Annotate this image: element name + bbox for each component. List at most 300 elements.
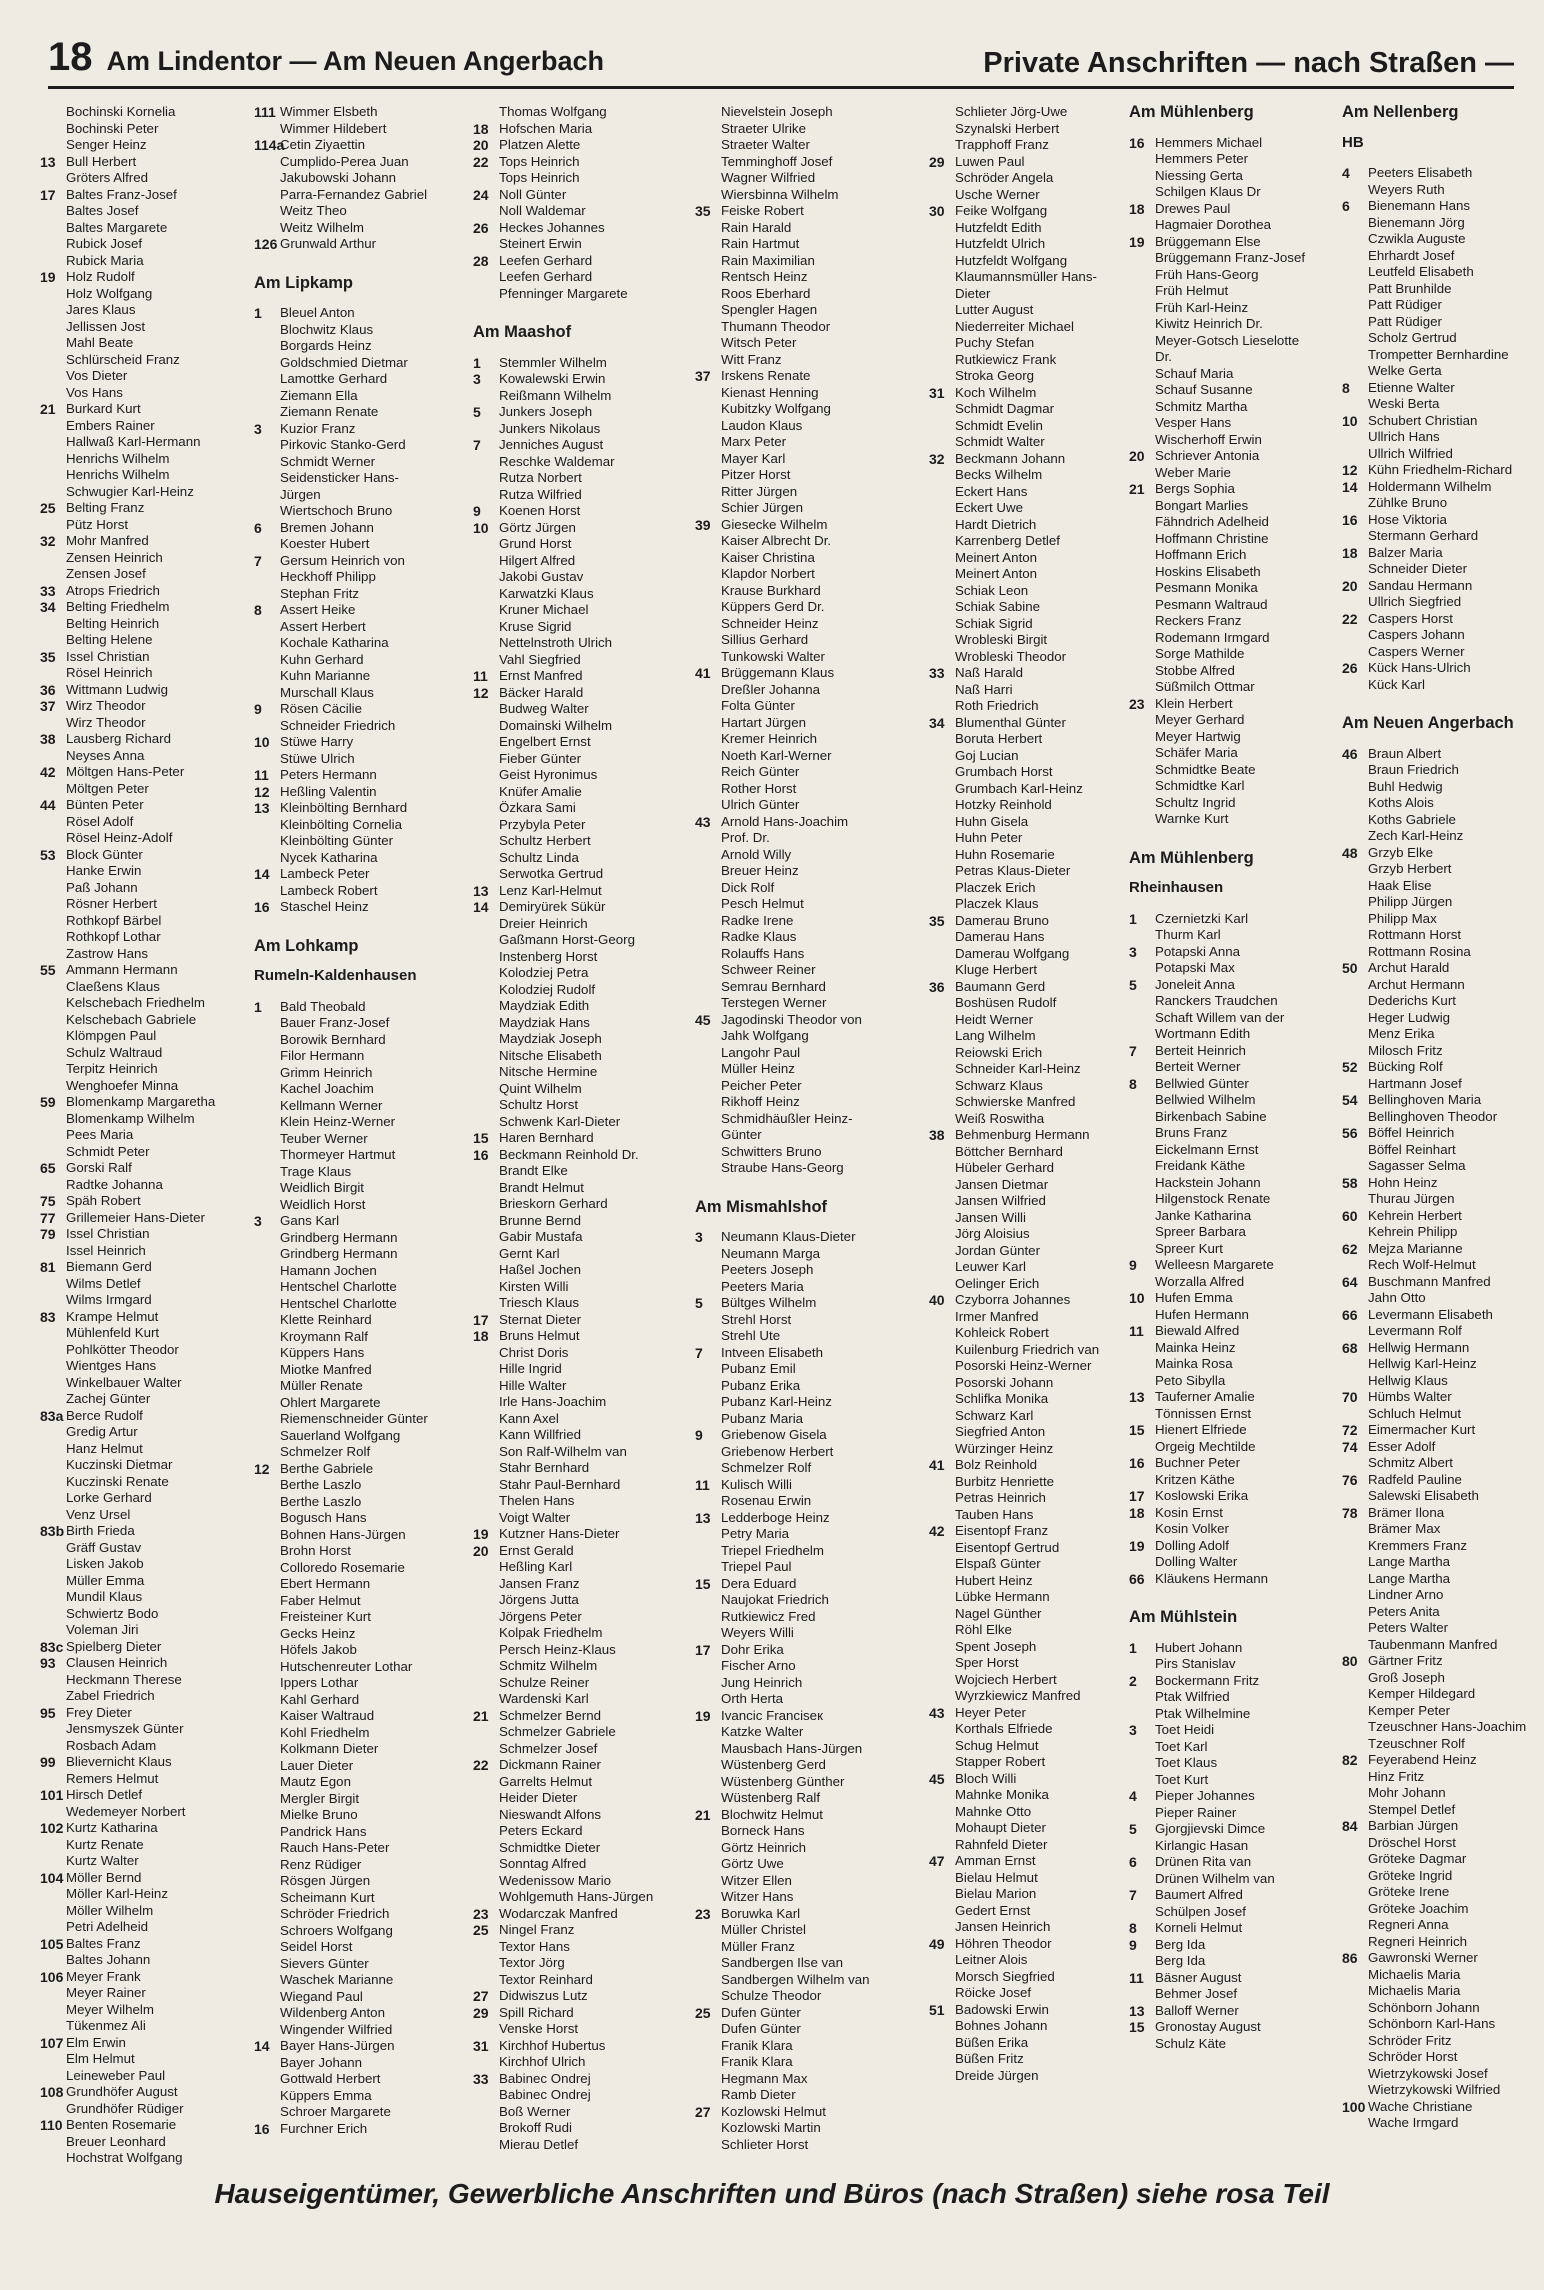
resident-entry [40, 698, 245, 715]
resident-name: Gabir Mustafa [499, 1229, 583, 1244]
resident-name: Sorge Mathilde [1155, 646, 1245, 661]
resident-entry [1129, 1788, 1334, 1805]
resident-name: Schneider Karl-Heinz [955, 1061, 1081, 1076]
resident-entry [473, 1345, 678, 1362]
resident-name: Ullrich Wilfried [1368, 445, 1453, 461]
resident-name: Kuczinski Dietmar [66, 1457, 173, 1472]
resident-name: Archut Hermann [1368, 976, 1465, 992]
house-number: 107 [40, 2034, 64, 2051]
page-header [48, 30, 1514, 89]
resident-name: Schultz Horst [499, 1097, 579, 1112]
resident-entry [695, 319, 900, 336]
resident-name: Kluge Herbert [955, 962, 1038, 977]
resident-name: Reschke Waldemar [499, 453, 615, 469]
resident-name: Lindner Arno [1368, 1587, 1444, 1602]
resident-name: Heckes Johannes [499, 219, 605, 235]
resident-name: Giesecke Wilhelm [721, 516, 828, 532]
resident-entry [254, 1923, 459, 1940]
resident-entry [1129, 382, 1334, 399]
resident-name: Feyerabend Heinz [1368, 1752, 1477, 1767]
resident-entry [929, 1721, 1134, 1738]
house-number: 8 [1129, 1075, 1137, 1092]
resident-entry [40, 1721, 245, 1738]
resident-entry [254, 137, 459, 154]
resident-name: Berteit Werner [1155, 1059, 1241, 1074]
resident-name: Schmelzer Gabriele [499, 1724, 616, 1739]
resident-entry [40, 1309, 245, 1326]
resident-entry [929, 1094, 1134, 1111]
resident-entry [695, 137, 900, 154]
resident-entry [695, 550, 900, 567]
resident-entry [929, 632, 1134, 649]
resident-entry [1129, 1838, 1334, 1855]
resident-name: Schmidt Peter [66, 1143, 150, 1159]
house-number: 14 [473, 899, 489, 915]
resident-entry [695, 170, 900, 187]
house-number: 21 [695, 1806, 711, 1823]
house-number: 1 [1129, 910, 1137, 927]
resident-name: Heckhoff Philipp [280, 569, 376, 584]
resident-entry [1129, 993, 1334, 1010]
resident-entry [40, 764, 245, 781]
resident-entry [40, 1160, 245, 1177]
resident-name: Meinert Anton [955, 566, 1038, 581]
house-number: 60 [1342, 1207, 1358, 1224]
resident-name: Katzke Walter [721, 1724, 804, 1739]
resident-entry [1129, 1755, 1334, 1772]
resident-name: Kosin Volker [1155, 1521, 1229, 1536]
resident-name: Heßling Karl [499, 1559, 573, 1574]
resident-name: Geist Hyronimus [499, 767, 598, 782]
resident-name: Bogusch Hans [280, 1510, 367, 1525]
resident-entry [254, 1477, 459, 1494]
resident-entry [1342, 1637, 1544, 1654]
resident-name: Badowski Erwin [955, 2001, 1049, 2017]
resident-entry [1342, 993, 1544, 1010]
resident-name: Hille Walter [499, 1377, 567, 1393]
resident-name: Ningel Franz [499, 1922, 575, 1937]
resident-entry [929, 1127, 1134, 1144]
resident-entry [40, 220, 245, 237]
resident-entry [473, 718, 678, 735]
resident-name: Bäsner August [1155, 1969, 1242, 1985]
resident-name: Blomenkamp Margaretha [66, 1094, 216, 1109]
resident-entry [254, 602, 459, 619]
resident-entry [1129, 1389, 1334, 1406]
street-heading: Am Lipkamp [254, 273, 354, 292]
resident-name: Petras Heinrich [955, 1490, 1046, 1505]
house-number: 22 [1342, 610, 1358, 627]
resident-entry [929, 1342, 1134, 1359]
house-number: 83a [40, 1407, 64, 1424]
resident-name: Beckmann Reinhold Dr. [499, 1146, 639, 1162]
resident-entry [1129, 1472, 1334, 1489]
resident-name: Ledderboge Heinz [721, 1509, 830, 1525]
resident-entry [695, 1790, 900, 1807]
resident-name: Czwikla Auguste [1368, 231, 1466, 246]
house-number: 31 [473, 2037, 489, 2054]
house-number: 105 [40, 1935, 64, 1952]
resident-entry [695, 715, 900, 732]
resident-entry [929, 1936, 1134, 1953]
resident-name: Braun Friedrich [1368, 762, 1459, 777]
resident-name: Schmidtke Dieter [499, 1839, 601, 1855]
resident-entry [473, 470, 678, 487]
resident-name: Sternat Dieter [499, 1311, 582, 1327]
house-number: 13 [40, 153, 56, 170]
resident-entry [1129, 333, 1334, 350]
resident-entry [473, 1790, 678, 1807]
house-number: 22 [473, 1757, 489, 1773]
resident-entry [929, 649, 1134, 666]
resident-entry [473, 1279, 678, 1296]
resident-entry [254, 1741, 459, 1758]
resident-name: Hemmers Michael [1155, 134, 1263, 150]
resident-entry [929, 1457, 1134, 1474]
resident-name: Weyers Willi [721, 1625, 794, 1640]
resident-entry [929, 1061, 1134, 1078]
house-number: 21 [40, 401, 56, 417]
resident-name: Vesper Hans [1155, 415, 1232, 430]
resident-entry [40, 1820, 245, 1837]
resident-entry [473, 1757, 678, 1774]
resident-name: Dr. [1155, 349, 1172, 364]
resident-name: Klette Reinhard [280, 1312, 372, 1327]
resident-name: Eimermacher Kurt [1368, 1422, 1476, 1437]
resident-entry [254, 1543, 459, 1560]
resident-entry [1129, 1640, 1334, 1657]
resident-name: Ziemann Renate [280, 404, 379, 419]
resident-name: Bayer Johann [280, 2054, 363, 2070]
resident-name: Hufen Emma [1155, 1290, 1233, 1305]
street-heading: Am Neuen Angerbach [1342, 714, 1514, 732]
resident-name: Kück Karl [1368, 676, 1425, 692]
resident-entry [695, 1576, 900, 1593]
resident-name: Kiwitz Heinrich Dr. [1155, 316, 1263, 331]
resident-entry [40, 418, 245, 435]
street-heading: Am Mühlenberg [1129, 104, 1254, 121]
resident-entry [1342, 2016, 1544, 2033]
resident-entry [1342, 960, 1544, 977]
resident-entry [473, 2120, 678, 2137]
resident-entry [695, 1427, 900, 1444]
resident-entry [1342, 1620, 1544, 1637]
resident-name: Hutschenreuter Lothar [280, 1658, 413, 1674]
resident-entry [929, 1226, 1134, 1243]
resident-name: Mergler Birgit [280, 1790, 360, 1806]
resident-entry [1129, 762, 1334, 779]
resident-name: Dieter [955, 285, 991, 301]
resident-name: Schröder Angela [955, 170, 1054, 185]
page-number: 18 [48, 35, 93, 79]
resident-entry [929, 1507, 1134, 1524]
resident-entry [40, 434, 245, 451]
house-number: 42 [40, 764, 56, 780]
resident-name: Grindberg Hermann [280, 1229, 398, 1245]
house-number: 20 [1342, 577, 1358, 594]
resident-entry [1129, 399, 1334, 416]
resident-name: Wrobleski Birgit [955, 632, 1048, 647]
resident-name: Eckert Hans [955, 483, 1028, 499]
resident-entry [695, 1279, 900, 1296]
resident-name: Koester Hubert [280, 536, 370, 551]
street-heading: Am Maashof [473, 323, 572, 341]
resident-entry [40, 170, 245, 187]
resident-name: Caspers Johann [1368, 627, 1465, 642]
resident-entry [1342, 1653, 1544, 1670]
house-number: 77 [40, 1209, 56, 1226]
resident-entry [473, 170, 678, 187]
resident-name: Atrops Friedrich [66, 582, 160, 598]
resident-name: Meyer Frank [66, 1968, 141, 1984]
resident-entry [1342, 330, 1544, 347]
resident-name: Hellwig Klaus [1368, 1372, 1448, 1388]
resident-name: Weber Marie [1155, 464, 1231, 480]
resident-entry [929, 1111, 1134, 1128]
resident-name: Lorke Gerhard [66, 1490, 152, 1505]
resident-name: Ammann Hermann [66, 962, 178, 977]
resident-name: Instenberg Horst [499, 948, 598, 964]
resident-name: Rauch Hans-Peter [280, 1840, 390, 1855]
resident-entry [929, 1969, 1134, 1986]
resident-entry [1129, 1854, 1334, 1871]
house-number: 43 [929, 1704, 945, 1721]
resident-entry [254, 1378, 459, 1395]
resident-name: Meinert Anton [955, 549, 1038, 565]
resident-entry [254, 421, 459, 438]
resident-name: Bruns Franz [1155, 1125, 1228, 1140]
resident-entry [695, 1345, 900, 1362]
resident-name: Zühlke Bruno [1368, 495, 1448, 510]
resident-name: Mielke Bruno [280, 1807, 358, 1822]
resident-name: Schluch Helmut [1368, 1405, 1462, 1421]
resident-name: Stüwe Harry [280, 734, 354, 749]
resident-entry [1342, 660, 1544, 677]
resident-name: Kohleick Robert [955, 1325, 1049, 1340]
resident-entry [695, 517, 900, 534]
resident-name: Pirkovic Stanko-Gerd [280, 437, 406, 452]
resident-name: Baltes Franz-Josef [66, 186, 177, 202]
resident-name: Mundil Klaus [66, 1589, 143, 1604]
resident-entry [929, 1573, 1134, 1590]
resident-entry [1342, 1950, 1544, 1967]
resident-name: Scheimann Kurt [280, 1889, 375, 1905]
resident-name: Colloredo Rosemarie [280, 1559, 405, 1575]
resident-entry [40, 1936, 245, 1953]
resident-entry [40, 1523, 245, 1540]
resident-name: Böffel Heinrich [1368, 1125, 1455, 1140]
resident-entry [473, 1031, 678, 1048]
resident-name: Jörgens Peter [499, 1608, 582, 1624]
resident-name: Sonntag Alfred [499, 1856, 587, 1871]
resident-entry [473, 253, 678, 270]
resident-entry [1129, 135, 1334, 152]
house-number: 35 [929, 912, 945, 929]
resident-name: Wagner Wilfried [721, 170, 816, 185]
resident-entry [40, 1045, 245, 1062]
resident-name: Kehrein Philipp [1368, 1224, 1458, 1239]
resident-entry [40, 1111, 245, 1128]
resident-entry [254, 701, 459, 718]
resident-name: Späh Robert [66, 1193, 141, 1208]
resident-name: Schneider Friedrich [280, 717, 396, 733]
resident-name: Berthe Laszlo [280, 1477, 362, 1492]
resident-entry [1129, 498, 1334, 515]
resident-name: Stapper Robert [955, 1754, 1046, 1769]
house-number: 29 [929, 153, 945, 170]
resident-entry [254, 569, 459, 586]
resident-entry [695, 1328, 900, 1345]
resident-entry [473, 602, 678, 619]
resident-entry [473, 236, 678, 253]
house-number: 21 [473, 1707, 489, 1724]
resident-name: Freidank Käthe [1155, 1158, 1246, 1173]
resident-entry [473, 1625, 678, 1642]
house-number: 18 [473, 120, 489, 137]
resident-name: Radfeld Pauline [1368, 1471, 1462, 1487]
resident-name: Schröder Fritz [1368, 2032, 1452, 2048]
resident-entry [695, 583, 900, 600]
resident-name: Ranckers Traudchen [1155, 993, 1278, 1008]
resident-entry [473, 1922, 678, 1939]
resident-entry [1342, 644, 1544, 661]
resident-entry [40, 913, 245, 930]
resident-name: Blochwitz Helmut [721, 1806, 823, 1822]
resident-entry [473, 1774, 678, 1791]
resident-name: Schulze Theodor [721, 1988, 822, 2003]
resident-entry [1342, 1703, 1544, 1720]
resident-name: Radke Klaus [721, 929, 797, 944]
house-number: 11 [473, 668, 488, 684]
resident-entry [929, 220, 1134, 237]
resident-name: Jansen Heinrich [955, 1919, 1051, 1934]
resident-name: Möller Wilhelm [66, 1902, 154, 1918]
resident-name: Pesmann Monika [1155, 580, 1258, 595]
house-number: 62 [1342, 1240, 1358, 1257]
resident-entry [929, 385, 1134, 402]
resident-name: Noll Waldemar [499, 203, 586, 218]
resident-name: Feiske Robert [721, 203, 804, 218]
resident-entry [1342, 779, 1544, 796]
resident-entry [254, 1444, 459, 1461]
resident-name: Balzer Maria [1368, 544, 1443, 560]
resident-entry [254, 1197, 459, 1214]
resident-entry [473, 1741, 678, 1758]
resident-name: Schönborn Johann [1368, 1999, 1480, 2015]
resident-entry [254, 833, 459, 850]
house-number: 58 [1342, 1174, 1358, 1191]
house-number: 6 [1129, 1854, 1137, 1870]
resident-name: Baltes Johann [66, 1952, 151, 1967]
resident-entry [695, 616, 900, 633]
house-number: 3 [473, 371, 481, 387]
house-number: 23 [695, 1905, 711, 1922]
resident-name: Koths Gabriele [1368, 811, 1456, 827]
resident-entry [40, 715, 245, 732]
resident-name: Mohr Johann [1368, 1785, 1446, 1800]
resident-entry [929, 1771, 1134, 1788]
house-number: 4 [1342, 165, 1350, 181]
resident-entry [473, 388, 678, 405]
resident-name: Früh Hans-Georg [1155, 266, 1259, 282]
resident-name: Spielberg Dieter [66, 1638, 162, 1654]
resident-name: Jahk Wolfgang [721, 1028, 809, 1043]
resident-name: Irle Hans-Joachim [499, 1394, 607, 1409]
resident-name: Kirchhof Ulrich [499, 2054, 586, 2069]
resident-entry [473, 751, 678, 768]
resident-name: Hotzky Reinhold [955, 797, 1052, 812]
resident-name: Schwarz Karl [955, 1407, 1034, 1423]
resident-name: Stobbe Alfred [1155, 662, 1235, 678]
resident-entry [254, 1989, 459, 2006]
resident-entry [473, 137, 678, 154]
resident-name: Drünen Rita van [1155, 1854, 1252, 1869]
resident-name: Drünen Wilhelm van [1155, 1870, 1275, 1886]
resident-entry [929, 797, 1134, 814]
resident-name: Brämer Ilona [1368, 1504, 1445, 1520]
resident-name: Jörgens Jutta [499, 1592, 579, 1607]
resident-name: Voleman Jiri [66, 1622, 139, 1637]
resident-entry [695, 1295, 900, 1312]
resident-name: Demiryürek Sükür [499, 899, 606, 914]
resident-name: Kemper Hildegard [1368, 1686, 1476, 1701]
resident-entry [695, 863, 900, 880]
resident-name: Niederreiter Michael [955, 318, 1074, 334]
resident-name: Kosin Ernst [1155, 1504, 1223, 1520]
resident-name: Stemmler Wilhelm [499, 354, 607, 370]
resident-entry [40, 154, 245, 171]
resident-name: Ptak Wilfried [1155, 1689, 1230, 1704]
resident-entry [473, 1361, 678, 1378]
resident-name: Knüfer Amalie [499, 783, 582, 799]
resident-name: Bäcker Harald [499, 684, 584, 700]
resident-entry [1342, 894, 1544, 911]
resident-name: Jansen Dietmar [955, 1176, 1049, 1192]
resident-entry [473, 982, 678, 999]
resident-name: Taubenmann Manfred [1368, 1636, 1498, 1652]
resident-entry [1342, 677, 1544, 694]
resident-name: Gröteke Joachim [1368, 1900, 1469, 1916]
resident-name: Sillius Gerhard [721, 632, 809, 647]
resident-entry [254, 503, 459, 520]
resident-entry [40, 1474, 245, 1491]
resident-name: Bellinghoven Theodor [1368, 1108, 1498, 1124]
resident-name: Sandbergen Ilse van [721, 1955, 843, 1970]
resident-name: Breuer Heinz [721, 863, 799, 878]
house-number: 104 [40, 1869, 64, 1886]
resident-entry [929, 863, 1134, 880]
resident-entry [695, 1625, 900, 1642]
resident-entry [1342, 215, 1544, 232]
resident-entry [1129, 201, 1334, 218]
resident-entry [254, 1527, 459, 1544]
resident-name: Rutkiewicz Fred [721, 1608, 816, 1624]
resident-entry [929, 1441, 1134, 1458]
resident-entry [1129, 1772, 1334, 1789]
resident-entry [929, 1160, 1134, 1177]
resident-name: Kuczinski Renate [66, 1473, 169, 1489]
resident-name: Cetin Ziyaettin [280, 137, 365, 152]
resident-name: Grundhöfer Rüdiger [66, 2100, 184, 2116]
resident-name: Nitsche Hermine [499, 1064, 598, 1079]
resident-name: Thelen Hans [499, 1493, 575, 1508]
resident-entry [40, 1127, 245, 1144]
resident-name: Stempel Detlef [1368, 1801, 1456, 1817]
resident-entry [929, 1985, 1134, 2002]
district-subheading: Rheinhausen [1129, 879, 1224, 896]
resident-entry [40, 1985, 245, 2002]
resident-entry [254, 1972, 459, 1989]
